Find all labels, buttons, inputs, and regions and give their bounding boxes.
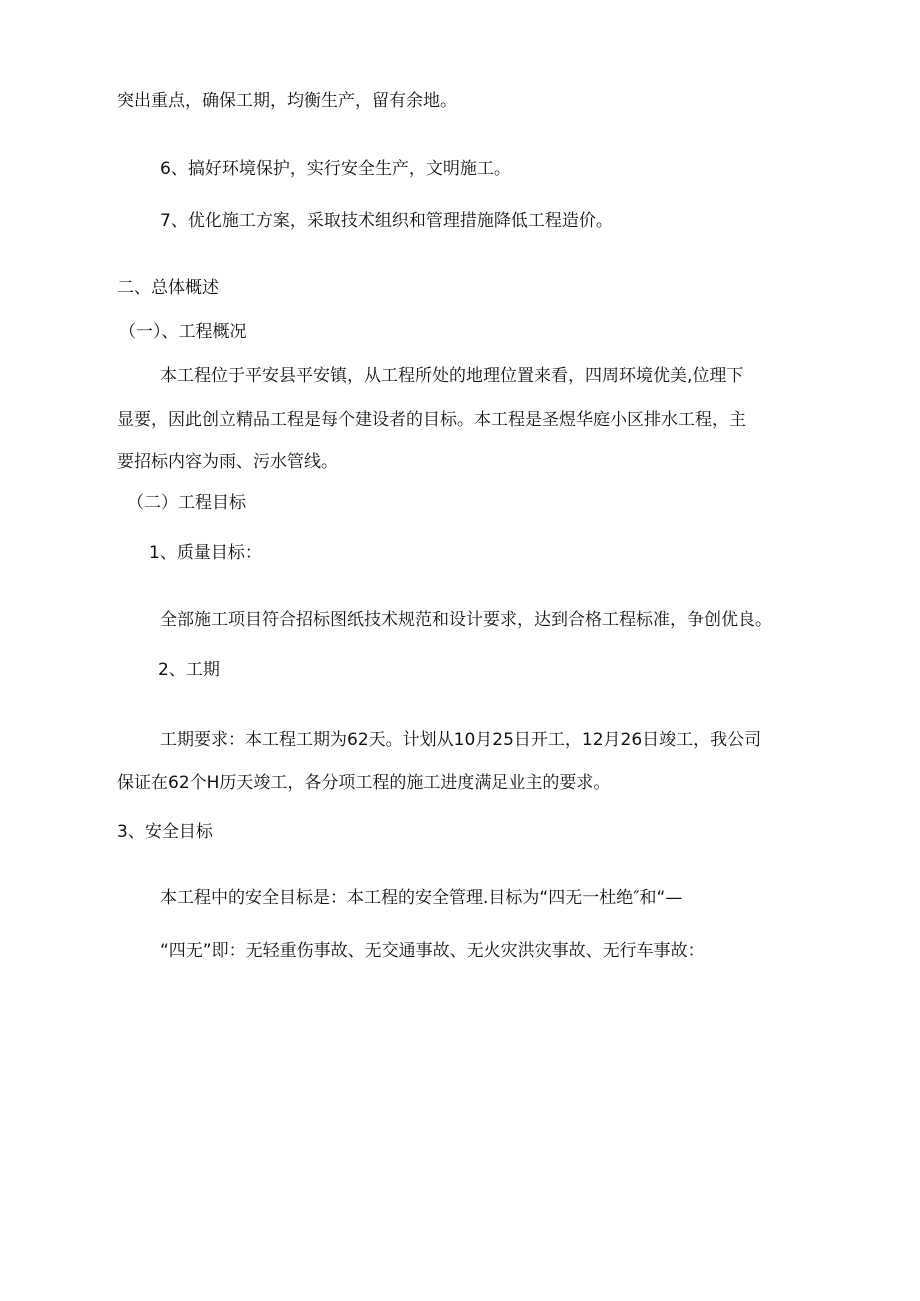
schedule-line-2: 保证在62个H历天竣工，各分项工程的施工进度满足业主的要求。	[117, 773, 611, 793]
schedule-heading: 2、工期	[158, 660, 220, 680]
quality-goal-heading: 1、质量目标：	[149, 543, 262, 563]
quality-goal-text: 全部施工项目符合招标图纸技术规范和设计要求，达到合格工程标准，争创优良。	[160, 610, 772, 630]
schedule-line-1: 工期要求：本工程工期为62天。计划从10月25日开工，12月26日竣工，我公司	[160, 730, 762, 750]
part-two-title: （二）工程目标	[127, 493, 246, 513]
overview-paragraph-line-3: 要招标内容为雨、污水管线。	[117, 452, 338, 472]
safety-line-2: “四无”即：无轻重伤事故、无交通事故、无火灾洪灾事故、无行车事故：	[160, 941, 705, 961]
intro-line: 突出重点，确保工期，均衡生产，留有余地。	[117, 91, 457, 111]
overview-paragraph-line-1: 本工程位于平安县平安镇，从工程所处的地理位置来看，四周环境优美,位理下	[160, 366, 744, 386]
safety-heading: 3、安全目标	[117, 822, 213, 842]
principle-item-7: 7、优化施工方案，采取技术组织和管理措施降低工程造价。	[160, 211, 613, 231]
safety-line-1: 本工程中的安全目标是：本工程的安全管理.目标为“四无一杜绝″和“—	[160, 888, 683, 908]
principle-item-6: 6、搞好环境保护，实行安全生产，文明施工。	[160, 159, 511, 179]
part-one-title: （一）、工程概况	[119, 322, 247, 342]
section-two-title: 二、总体概述	[117, 278, 219, 298]
overview-paragraph-line-2: 显要，因此创立精品工程是每个建设者的目标。本工程是圣煜华庭小区排水工程，主	[117, 410, 746, 430]
